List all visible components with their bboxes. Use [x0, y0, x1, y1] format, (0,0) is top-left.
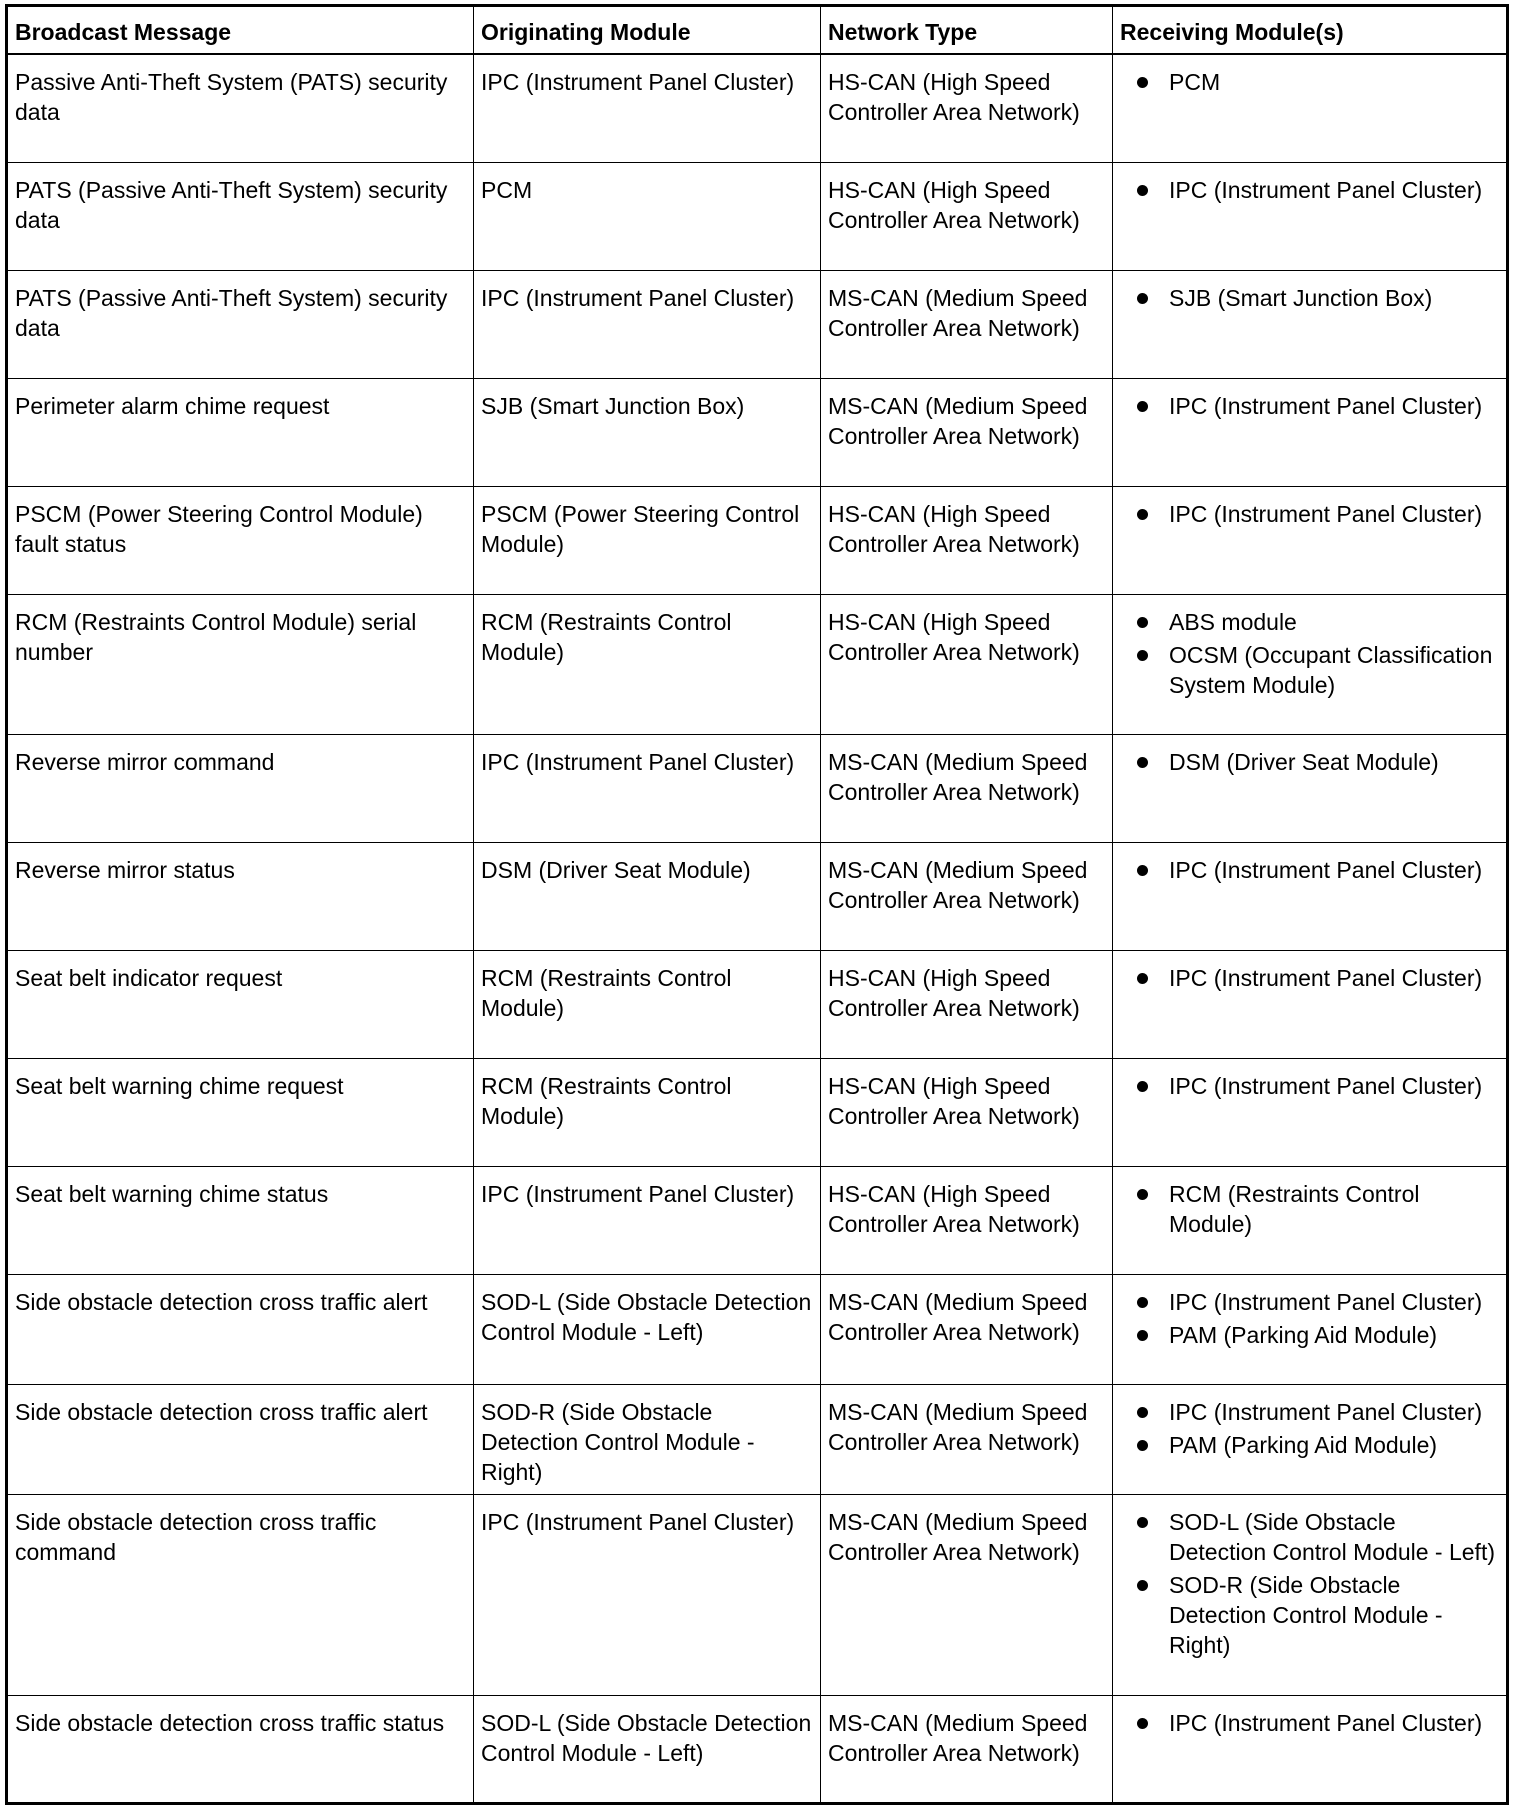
- cell-originating-module: SOD-R (Side Obstacle Detection Control Module - Right): [474, 1384, 821, 1494]
- bullet-icon: [1137, 509, 1148, 520]
- receiving-module-list: [1123, 607, 1499, 700]
- cell-broadcast-message: Perimeter alarm chime request: [7, 378, 474, 486]
- cell-network-type: HS-CAN (High Speed Controller Area Network): [821, 54, 1113, 162]
- cell-network-type: MS-CAN (Medium Speed Controller Area Network): [821, 1384, 1113, 1494]
- receiving-module-item: [1123, 391, 1499, 421]
- table-row: [7, 270, 1508, 378]
- receiving-module-list: [1123, 283, 1499, 313]
- table-row: [7, 162, 1508, 270]
- cell-broadcast-message: PATS (Passive Anti-Theft System) security data: [7, 270, 474, 378]
- cell-receiving-modules: [1113, 1695, 1508, 1803]
- cell-network-type: MS-CAN (Medium Speed Controller Area Network): [821, 378, 1113, 486]
- receiving-module-list: [1123, 1287, 1499, 1350]
- receiving-module-item: [1123, 1179, 1499, 1239]
- receiving-module-item: [1123, 1071, 1499, 1101]
- cell-broadcast-message: Side obstacle detection cross traffic status: [7, 1695, 474, 1803]
- cell-broadcast-message: Side obstacle detection cross traffic alert: [7, 1274, 474, 1384]
- table-body: [7, 54, 1508, 1803]
- receiving-module-list: [1123, 1179, 1499, 1239]
- bullet-icon: [1137, 617, 1148, 628]
- receiving-module-item: [1123, 1570, 1499, 1660]
- receiving-module-list: [1123, 1071, 1499, 1101]
- cell-broadcast-message: Side obstacle detection cross traffic alert: [7, 1384, 474, 1494]
- table-header-row: [7, 6, 1508, 55]
- receiving-module-label: IPC (Instrument Panel Cluster): [1169, 500, 1483, 527]
- cell-broadcast-message: RCM (Restraints Control Module) serial number: [7, 594, 474, 734]
- receiving-module-label: IPC (Instrument Panel Cluster): [1169, 1072, 1483, 1099]
- table-row: [7, 842, 1508, 950]
- cell-network-type: MS-CAN (Medium Speed Controller Area Network): [821, 1494, 1113, 1695]
- bullet-icon: [1137, 77, 1148, 88]
- cell-network-type: HS-CAN (High Speed Controller Area Network): [821, 594, 1113, 734]
- cell-broadcast-message: PATS (Passive Anti-Theft System) security data: [7, 162, 474, 270]
- table-row: [7, 1695, 1508, 1803]
- table-row: [7, 1274, 1508, 1384]
- receiving-module-label: RCM (Restraints Control Module): [1169, 1180, 1420, 1237]
- cell-network-type: HS-CAN (High Speed Controller Area Network): [821, 1058, 1113, 1166]
- cell-receiving-modules: [1113, 950, 1508, 1058]
- receiving-module-label: SOD-L (Side Obstacle Detection Control Module - Left): [1169, 1508, 1495, 1565]
- broadcast-message-table: [5, 4, 1509, 1805]
- bullet-icon: [1137, 1081, 1148, 1092]
- bullet-icon: [1137, 185, 1148, 196]
- cell-receiving-modules: [1113, 1384, 1508, 1494]
- receiving-module-label: OCSM (Occupant Classification System Module): [1169, 641, 1493, 698]
- cell-originating-module: RCM (Restraints Control Module): [474, 1058, 821, 1166]
- table-row: [7, 1384, 1508, 1494]
- receiving-module-item: [1123, 283, 1499, 313]
- receiving-module-label: IPC (Instrument Panel Cluster): [1169, 856, 1483, 883]
- receiving-module-label: IPC (Instrument Panel Cluster): [1169, 1709, 1483, 1736]
- header-broadcast-message: Broadcast Message: [7, 6, 474, 55]
- cell-originating-module: IPC (Instrument Panel Cluster): [474, 734, 821, 842]
- cell-broadcast-message: Side obstacle detection cross traffic command: [7, 1494, 474, 1695]
- receiving-module-item: [1123, 855, 1499, 885]
- cell-originating-module: PCM: [474, 162, 821, 270]
- cell-network-type: MS-CAN (Medium Speed Controller Area Network): [821, 1274, 1113, 1384]
- cell-originating-module: RCM (Restraints Control Module): [474, 950, 821, 1058]
- receiving-module-list: [1123, 1507, 1499, 1660]
- bullet-icon: [1137, 757, 1148, 768]
- receiving-module-item: [1123, 1430, 1499, 1460]
- cell-network-type: HS-CAN (High Speed Controller Area Network): [821, 486, 1113, 594]
- bullet-icon: [1137, 1718, 1148, 1729]
- receiving-module-item: [1123, 1287, 1499, 1317]
- table-row: [7, 378, 1508, 486]
- bullet-icon: [1137, 650, 1148, 661]
- receiving-module-item: [1123, 747, 1499, 777]
- cell-originating-module: IPC (Instrument Panel Cluster): [474, 1494, 821, 1695]
- table-row: [7, 594, 1508, 734]
- receiving-module-label: IPC (Instrument Panel Cluster): [1169, 1288, 1483, 1315]
- receiving-module-label: IPC (Instrument Panel Cluster): [1169, 964, 1483, 991]
- receiving-module-item: [1123, 640, 1499, 700]
- cell-receiving-modules: [1113, 1274, 1508, 1384]
- cell-network-type: HS-CAN (High Speed Controller Area Network): [821, 950, 1113, 1058]
- receiving-module-list: [1123, 1397, 1499, 1460]
- cell-receiving-modules: [1113, 734, 1508, 842]
- cell-receiving-modules: [1113, 378, 1508, 486]
- cell-network-type: MS-CAN (Medium Speed Controller Area Network): [821, 270, 1113, 378]
- cell-broadcast-message: Seat belt warning chime request: [7, 1058, 474, 1166]
- header-originating-module: Originating Module: [474, 6, 821, 55]
- bullet-icon: [1137, 1440, 1148, 1451]
- cell-receiving-modules: [1113, 162, 1508, 270]
- bullet-icon: [1137, 1580, 1148, 1591]
- receiving-module-label: PAM (Parking Aid Module): [1169, 1431, 1438, 1458]
- cell-broadcast-message: Seat belt warning chime status: [7, 1166, 474, 1274]
- receiving-module-list: [1123, 175, 1499, 205]
- bullet-icon: [1137, 865, 1148, 876]
- receiving-module-list: [1123, 499, 1499, 529]
- cell-receiving-modules: [1113, 1058, 1508, 1166]
- bullet-icon: [1137, 1297, 1148, 1308]
- cell-broadcast-message: Passive Anti-Theft System (PATS) security data: [7, 54, 474, 162]
- cell-receiving-modules: [1113, 842, 1508, 950]
- cell-receiving-modules: [1113, 594, 1508, 734]
- bullet-icon: [1137, 1189, 1148, 1200]
- receiving-module-label: ABS module: [1169, 608, 1297, 635]
- receiving-module-item: [1123, 175, 1499, 205]
- receiving-module-item: [1123, 963, 1499, 993]
- table-row: [7, 950, 1508, 1058]
- cell-receiving-modules: [1113, 1166, 1508, 1274]
- table-row: [7, 54, 1508, 162]
- receiving-module-list: [1123, 391, 1499, 421]
- receiving-module-item: [1123, 67, 1499, 97]
- table-row: [7, 734, 1508, 842]
- cell-broadcast-message: PSCM (Power Steering Control Module) fault status: [7, 486, 474, 594]
- table-row: [7, 486, 1508, 594]
- cell-originating-module: IPC (Instrument Panel Cluster): [474, 54, 821, 162]
- bullet-icon: [1137, 1330, 1148, 1341]
- cell-network-type: HS-CAN (High Speed Controller Area Network): [821, 1166, 1113, 1274]
- receiving-module-list: [1123, 67, 1499, 97]
- bullet-icon: [1137, 1517, 1148, 1528]
- receiving-module-item: [1123, 607, 1499, 637]
- receiving-module-list: [1123, 963, 1499, 993]
- bullet-icon: [1137, 401, 1148, 412]
- bullet-icon: [1137, 1407, 1148, 1418]
- header-receiving-modules: Receiving Module(s): [1113, 6, 1508, 55]
- receiving-module-item: [1123, 1507, 1499, 1567]
- receiving-module-item: [1123, 499, 1499, 529]
- receiving-module-item: [1123, 1320, 1499, 1350]
- cell-originating-module: SJB (Smart Junction Box): [474, 378, 821, 486]
- receiving-module-label: SOD-R (Side Obstacle Detection Control Module - Right): [1169, 1571, 1443, 1658]
- cell-originating-module: IPC (Instrument Panel Cluster): [474, 270, 821, 378]
- receiving-module-list: [1123, 1708, 1499, 1738]
- cell-receiving-modules: [1113, 270, 1508, 378]
- cell-receiving-modules: [1113, 54, 1508, 162]
- cell-originating-module: PSCM (Power Steering Control Module): [474, 486, 821, 594]
- table-row: [7, 1166, 1508, 1274]
- receiving-module-item: [1123, 1397, 1499, 1427]
- cell-network-type: MS-CAN (Medium Speed Controller Area Network): [821, 734, 1113, 842]
- table-row: [7, 1494, 1508, 1695]
- cell-broadcast-message: Seat belt indicator request: [7, 950, 474, 1058]
- cell-originating-module: RCM (Restraints Control Module): [474, 594, 821, 734]
- receiving-module-label: IPC (Instrument Panel Cluster): [1169, 1398, 1483, 1425]
- receiving-module-label: IPC (Instrument Panel Cluster): [1169, 392, 1483, 419]
- cell-originating-module: SOD-L (Side Obstacle Detection Control Module - Left): [474, 1274, 821, 1384]
- cell-originating-module: SOD-L (Side Obstacle Detection Control Module - Left): [474, 1695, 821, 1803]
- cell-network-type: MS-CAN (Medium Speed Controller Area Network): [821, 1695, 1113, 1803]
- cell-originating-module: DSM (Driver Seat Module): [474, 842, 821, 950]
- cell-receiving-modules: [1113, 1494, 1508, 1695]
- receiving-module-list: [1123, 747, 1499, 777]
- cell-network-type: MS-CAN (Medium Speed Controller Area Network): [821, 842, 1113, 950]
- cell-broadcast-message: Reverse mirror command: [7, 734, 474, 842]
- receiving-module-list: [1123, 855, 1499, 885]
- receiving-module-item: [1123, 1708, 1499, 1738]
- cell-network-type: HS-CAN (High Speed Controller Area Network): [821, 162, 1113, 270]
- header-network-type: Network Type: [821, 6, 1113, 55]
- receiving-module-label: IPC (Instrument Panel Cluster): [1169, 176, 1483, 203]
- cell-receiving-modules: [1113, 486, 1508, 594]
- bullet-icon: [1137, 973, 1148, 984]
- receiving-module-label: SJB (Smart Junction Box): [1169, 284, 1433, 311]
- cell-originating-module: IPC (Instrument Panel Cluster): [474, 1166, 821, 1274]
- document-page: [5, 4, 1506, 1805]
- cell-broadcast-message: Reverse mirror status: [7, 842, 474, 950]
- bullet-icon: [1137, 293, 1148, 304]
- receiving-module-label: PCM: [1169, 69, 1221, 95]
- table-row: [7, 1058, 1508, 1166]
- receiving-module-label: DSM (Driver Seat Module): [1169, 748, 1439, 775]
- receiving-module-label: PAM (Parking Aid Module): [1169, 1321, 1438, 1348]
